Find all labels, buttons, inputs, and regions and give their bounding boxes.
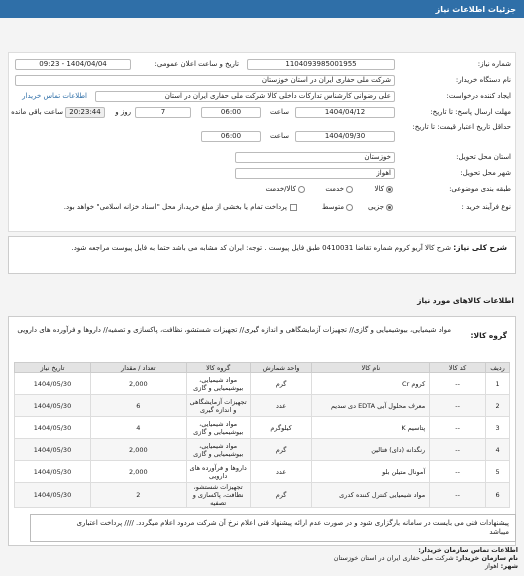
deadline-date-field[interactable]: 1404/04/12 <box>295 107 395 118</box>
table-row[interactable]: 2 -- معرف محلول آبی EDTA دی سدیم عدد تجهیزات آزمایشگاهی و اندازه گیری 6 1404/05/30 <box>15 395 510 417</box>
buyer-field[interactable]: شرکت ملی حفاری ایران در استان خوزستان <box>15 75 395 86</box>
radio-icon <box>346 186 353 193</box>
col-date: تاریخ نیاز <box>15 363 91 373</box>
need-number-field[interactable]: 1104093985001955 <box>247 59 395 70</box>
province-field[interactable]: خوزستان <box>235 152 395 163</box>
contact-city-value: اهواز <box>485 562 499 570</box>
summary-label: شرح کلی نیاز: <box>453 243 507 252</box>
announce-label: تاریخ و ساعت اعلان عمومی: <box>154 60 239 68</box>
col-name: نام کالا <box>312 363 430 373</box>
goods-group-label: گروه کالا: <box>470 331 507 340</box>
radio-selected-icon <box>386 204 393 211</box>
days-label: روز و <box>115 108 131 116</box>
validity-time-field[interactable]: 06:00 <box>201 131 261 142</box>
table-row[interactable]: 1 -- کروم Cr گرم مواد شیمیایی، بیوشیمیایی و گازی 2,000 1404/05/30 <box>15 373 510 395</box>
deadline-time-field[interactable]: 06:00 <box>201 107 261 118</box>
remaining-time-field: 20:23:44 <box>65 107 105 118</box>
page-title: جزئیات اطلاعات نیاز <box>435 5 516 14</box>
deadline-time-label: ساعت <box>269 108 289 116</box>
contact-org-value: شرکت ملی حفاری ایران در استان خوزستان <box>333 554 454 562</box>
buyer-contact-link[interactable]: اطلاعات تماس خریدار <box>22 92 87 100</box>
col-unit: واحد شمارش <box>250 363 312 373</box>
payment-option[interactable]: پرداخت تمام یا بخشی از مبلغ خرید،از محل "اسناد خزانه اسلامی" خواهد بود. <box>64 203 297 212</box>
table-row[interactable]: 5 -- آمونال متیلن بلو عدد داروها و فرآورده های دارویی 2,000 1404/05/30 <box>15 461 510 483</box>
radio-icon <box>346 204 353 211</box>
summary-box <box>8 236 516 274</box>
announce-field[interactable]: 1404/04/04 - 09:23 <box>15 59 131 70</box>
creator-field[interactable]: علی رضوانی کارشناس تدارکات داخلی کالا شرکت ملی حفاری ایران در استان <box>95 91 395 102</box>
summary-text: شرح کالا آریو کروم شماره تقاضا 0410031 طبق فایل پیوست . توجه: ایران کد مشابه می باشد حتما به فایل پیوست مراجعه شود. <box>71 244 451 252</box>
page-header <box>0 0 524 18</box>
buyer-contact-section <box>334 546 518 570</box>
buyer-notes-box <box>30 514 516 542</box>
table-header-row <box>15 363 510 373</box>
goods-group-text: مواد شیمیایی، بیوشیمیایی و گازی// تجهیزات آزمایشگاهی و اندازه گیری// تجهیزات شستشو، نظافت، پاکسازی و تصفیه// داروها و فرآورده های دارویی <box>17 326 451 334</box>
category-option-goods-service[interactable]: کالا/خدمت <box>266 185 305 194</box>
province-label: استان محل تحویل: <box>456 153 511 161</box>
contact-city-label: شهر: <box>500 562 518 570</box>
creator-label: ایجاد کننده درخواست: <box>446 92 511 100</box>
remaining-label: ساعت باقی مانده <box>11 108 63 116</box>
validity-time-label: ساعت <box>269 132 289 140</box>
days-field[interactable]: 7 <box>135 107 191 118</box>
buyer-notes-text: پیشنهادات فنی می بایست در سامانه بارگزاری شود و در صورت عدم ارائه پیشنهاد فنی اعلام نرخ آن شرکت مردود اعلام میگردد. //// پرداخت اعتباری میباشد <box>76 519 509 536</box>
deadline-label: مهلت ارسال پاسخ: تا تاریخ: <box>430 108 511 116</box>
goods-section-title: اطلاعات کالاهای مورد نیاز <box>417 296 514 305</box>
radio-icon <box>298 186 305 193</box>
contact-org-label: نام سازمان خریدار: <box>455 554 518 562</box>
table-row[interactable]: 4 -- رنگدانه (دای) فتالین گرم مواد شیمیایی، بیوشیمیایی و گازی 2,000 1404/05/30 <box>15 439 510 461</box>
col-group: گروه کالا <box>186 363 250 373</box>
city-label: شهر محل تحویل: <box>460 169 511 177</box>
category-option-service[interactable]: خدمت <box>325 185 353 194</box>
buyer-label: نام دستگاه خریدار: <box>455 76 511 84</box>
category-label: طبقه بندی موضوعی: <box>449 185 511 193</box>
purchase-label: نوع فرآیند خرید : <box>461 203 511 211</box>
city-field[interactable]: اهواز <box>235 168 395 179</box>
validity-label: حداقل تاریخ اعتبار قیمت: تا تاریخ: <box>412 123 511 131</box>
contact-title: اطلاعات تماس سازمان خریدار: <box>418 546 518 554</box>
validity-date-field[interactable]: 1404/09/30 <box>295 131 395 142</box>
table-row[interactable]: 3 -- پتاسیم K کیلوگرم مواد شیمیایی، بیوشیمیایی و گازی 4 1404/05/30 <box>15 417 510 439</box>
goods-table <box>14 362 510 508</box>
col-code: کد کالا <box>430 363 486 373</box>
table-row[interactable]: 6 -- مواد شیمیایی کنترل کننده کدری گرم تجهیزات شستشو، نظافت، پاکسازی و تصفیه 2 1404/05/30 <box>15 483 510 508</box>
col-qty: تعداد / مقدار <box>90 363 186 373</box>
need-number-label: شماره نیاز: <box>477 60 511 68</box>
need-details-form <box>8 52 516 232</box>
purchase-option-medium[interactable]: متوسط <box>322 203 353 212</box>
purchase-option-minor[interactable]: جزیی <box>368 203 393 212</box>
radio-selected-icon <box>386 186 393 193</box>
checkbox-icon <box>290 204 297 211</box>
col-index: ردیف <box>486 363 510 373</box>
category-option-goods[interactable]: کالا <box>375 185 393 194</box>
